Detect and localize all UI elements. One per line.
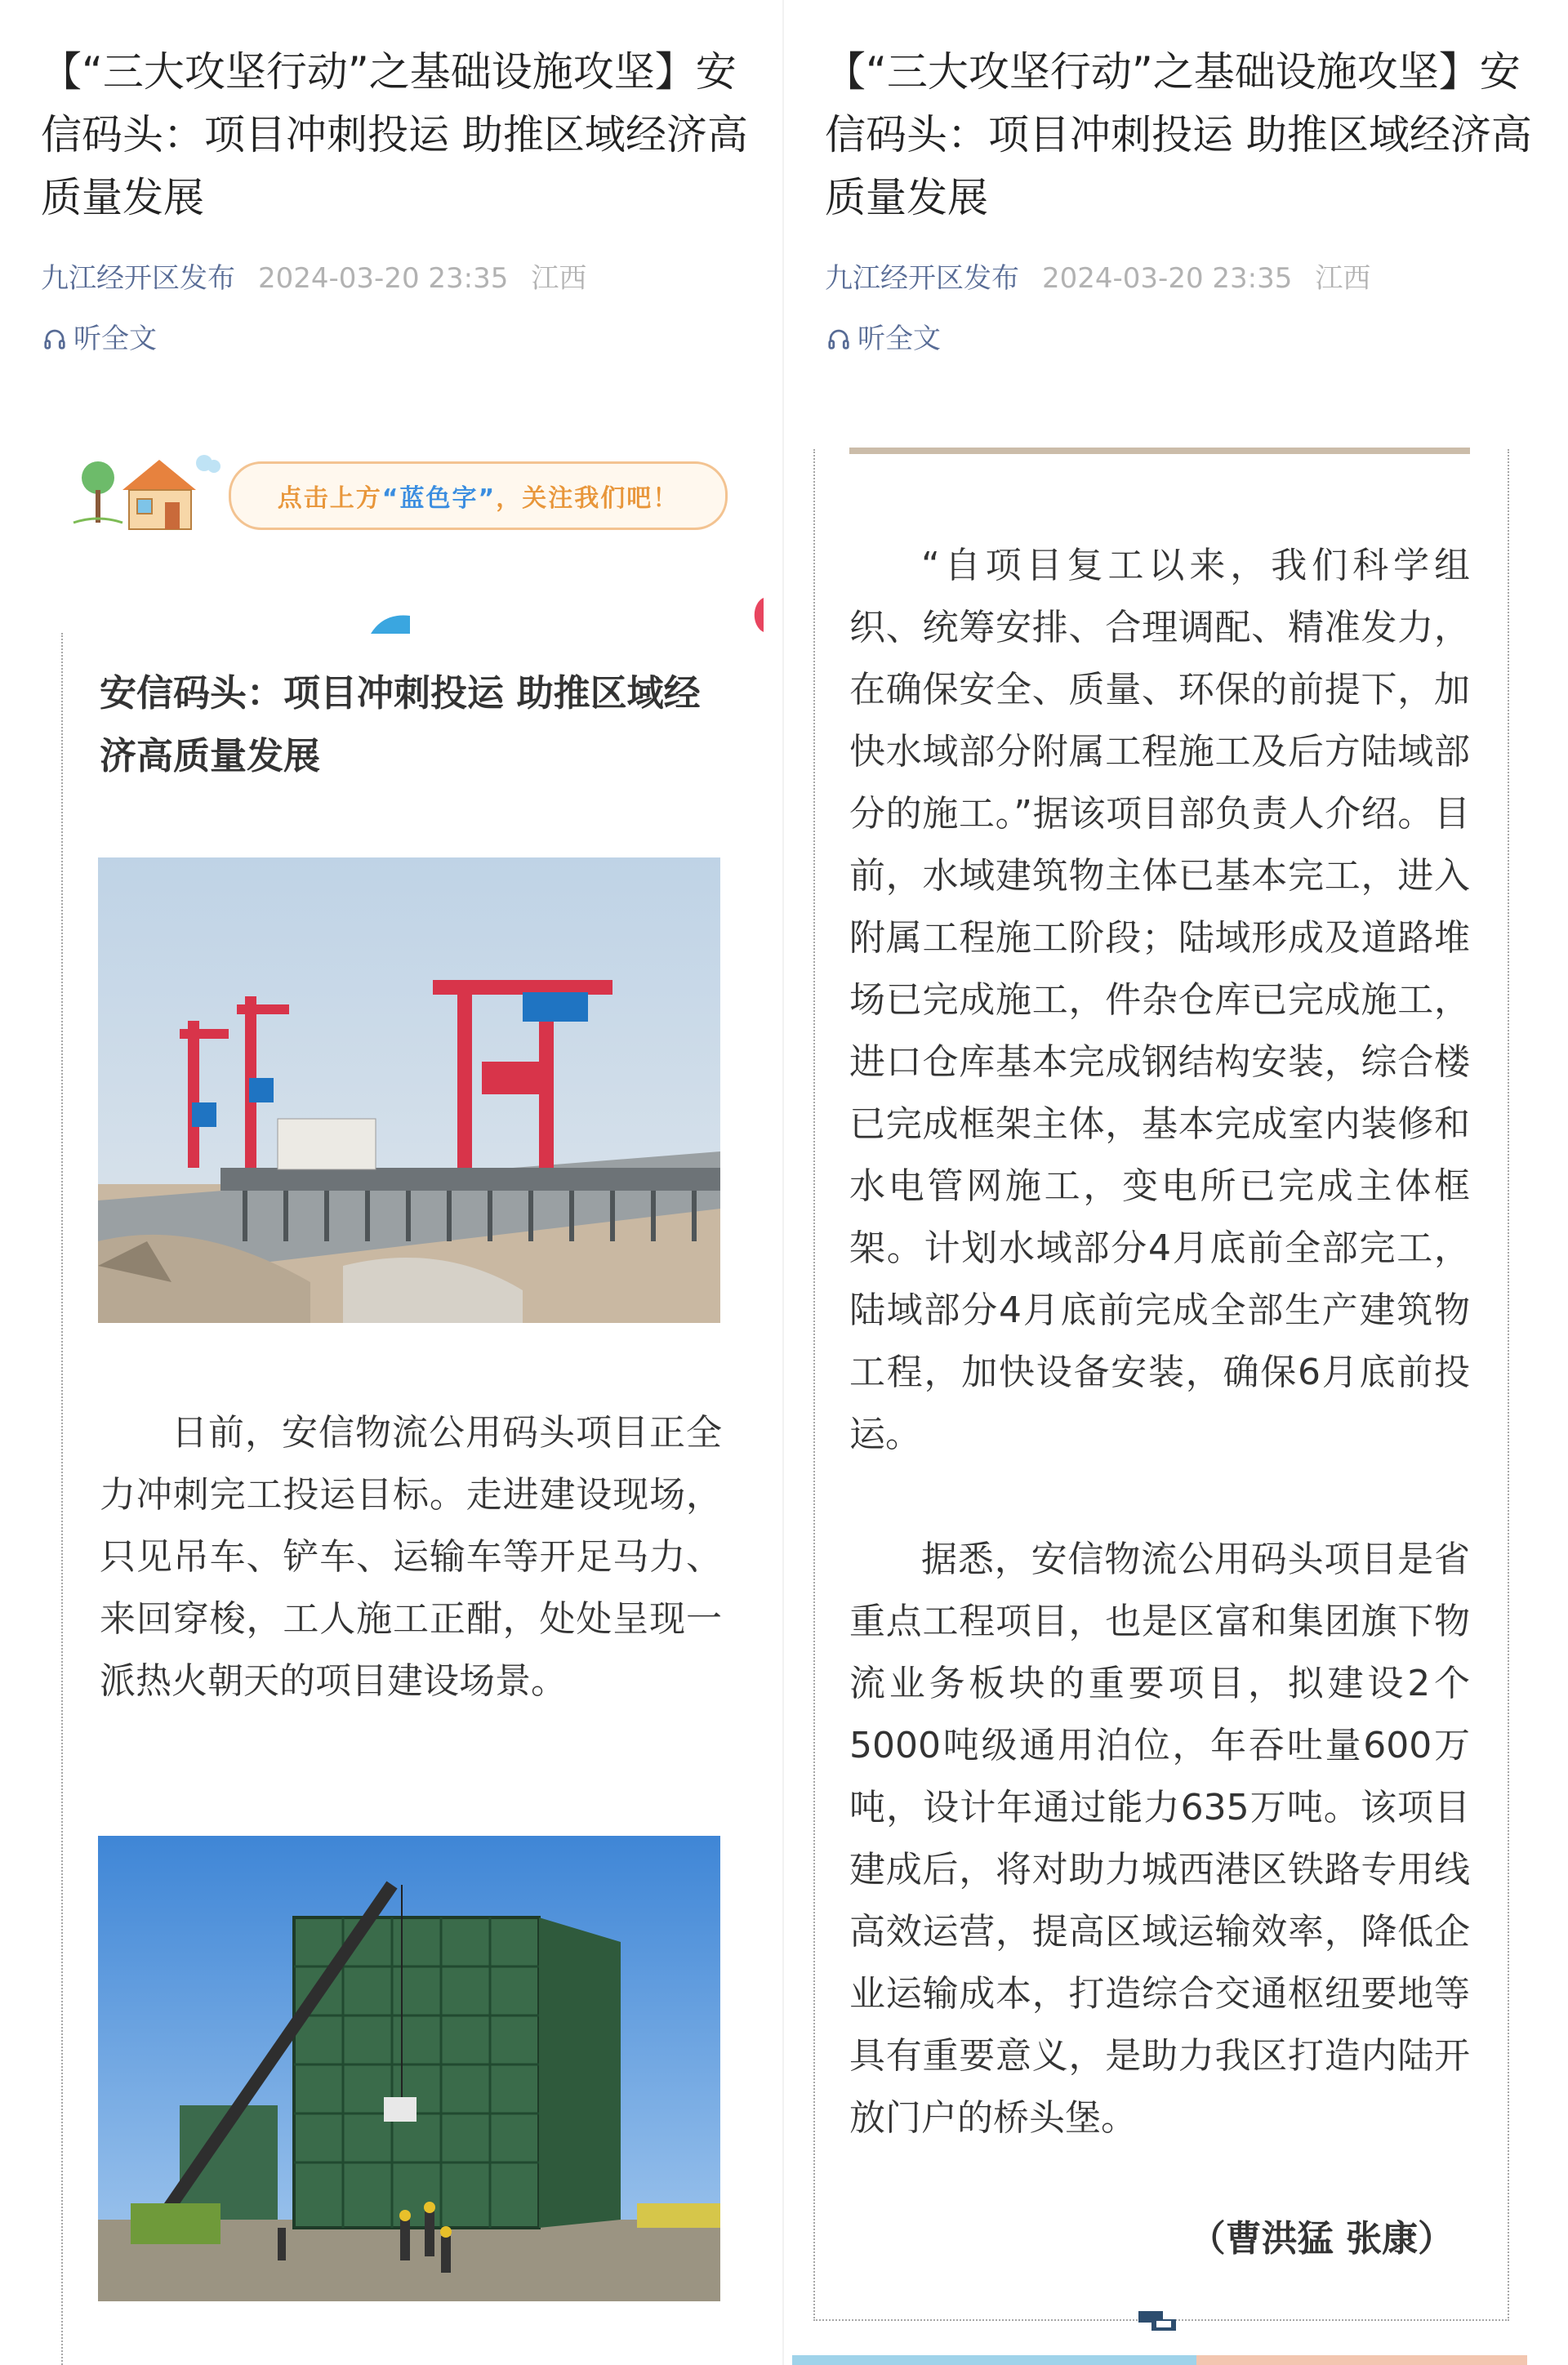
- publish-date-repeat: 2024-03-20 23:35: [1042, 262, 1293, 295]
- image-edge: [849, 448, 1470, 454]
- banner-highlight: “蓝色字”: [381, 484, 497, 513]
- article-title: 【“三大攻坚行动”之基础设施攻坚】安信码头：项目冲刺投运 助推区域经济高质量发展: [41, 48, 748, 221]
- decor-wave-icon: [368, 611, 413, 635]
- listen-label-repeat: 听全文: [858, 323, 941, 355]
- listen-button-repeat[interactable]: [826, 320, 941, 358]
- wharf-image: [98, 857, 720, 1323]
- end-mark-icon: [1135, 2305, 1184, 2337]
- banner-suffix: ，关注我们吧！: [496, 484, 679, 513]
- construction-photo[interactable]: [98, 1836, 720, 2301]
- banner-prefix: 点击上方: [277, 484, 382, 513]
- paragraph-2: “自项目复工以来，我们科学组织、统筹安排、合理调配、精准发力，在确保安全、质量、环保的前提下，加快水域部分附属工程施工及后方陆域部分的施工。”据该项目部负责人介绍。目前，水域建筑物主体已基本完工，进入附属工程施工阶段；陆域形成及道路堆场已完成施工，件杂仓库已完成施工，进口仓库基本完成钢结构安装，综合楼已完成框架主体，基本完成室内装修和水电管网施工，变电所已完成主体框架。计划水域部分4月底前全部完工，陆域部分4月底前完成全部生产建筑物工程，加快设备安装，确保6月底前投运。: [849, 545, 1470, 1455]
- listen-button[interactable]: [42, 320, 157, 358]
- article-meta-repeat: [825, 260, 1544, 297]
- headphone-icon: [826, 327, 851, 351]
- article-meta: [41, 260, 760, 297]
- region-label-repeat: 江西: [1315, 262, 1371, 295]
- author-link-repeat[interactable]: 九江经开区发布: [825, 262, 1019, 295]
- byline: （曹洪猛 张康）: [1189, 2218, 1454, 2260]
- construction-image: [98, 1836, 720, 2301]
- follow-banner[interactable]: [65, 445, 735, 543]
- article-subhead: 安信码头：项目冲刺投运 助推区域经济高质量发展: [100, 671, 701, 777]
- publish-date: 2024-03-20 23:35: [258, 262, 509, 295]
- bottom-decor-bar: [792, 2355, 1527, 2365]
- region-label: 江西: [531, 262, 587, 295]
- wharf-photo[interactable]: [98, 857, 720, 1323]
- follow-prompt[interactable]: [229, 461, 728, 530]
- paragraph-1: 日前，安信物流公用码头项目正全力冲刺完工投运目标。走进建设现场，只见吊车、铲车、运输车等开足马力、来回穿梭，工人施工正酣，处处呈现一派热火朝天的项目建设场景。: [100, 1412, 722, 1702]
- house-illustration-icon: [65, 445, 229, 543]
- author-link[interactable]: 九江经开区发布: [41, 262, 235, 295]
- article-title-repeat: 【“三大攻坚行动”之基础设施攻坚】安信码头：项目冲刺投运 助推区域经济高质量发展: [825, 48, 1532, 221]
- decor-dot-icon: [739, 595, 772, 635]
- headphone-icon: [42, 327, 67, 351]
- listen-label: 听全文: [74, 323, 157, 355]
- paragraph-3: 据悉，安信物流公用码头项目是省重点工程项目，也是区富和集团旗下物流业务板块的重要项目，拟建设2个5000吨级通用泊位，年吞吐量600万吨，设计年通过能力635万吨。该项目建成后，将对助力城西港区铁路专用线高效运营，提高区域运输效率，降低企业运输成本，打造综合交通枢纽要地等具有重要意义，是助力我区打造内陆开放门户的桥头堡。: [849, 1539, 1470, 2139]
